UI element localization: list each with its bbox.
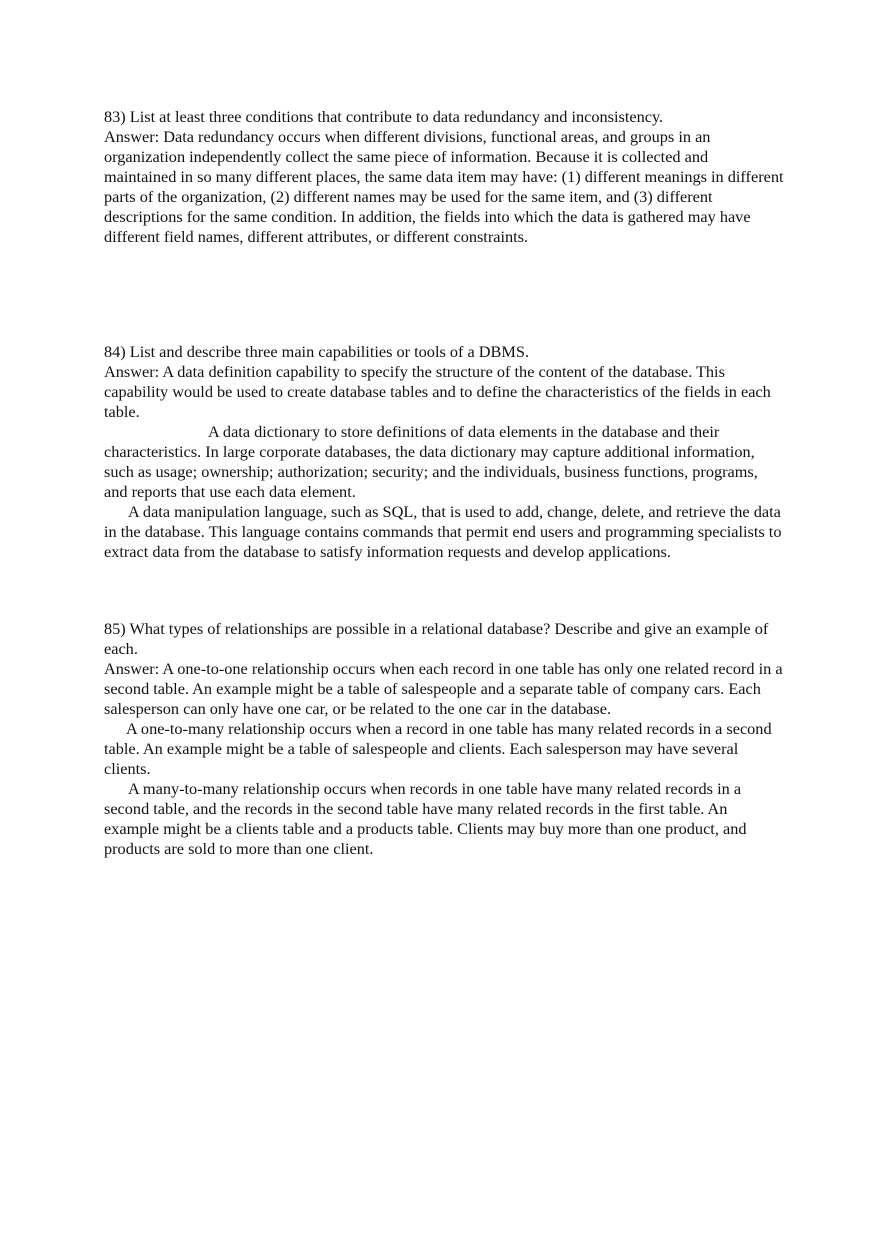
question-84-text: 84) List and describe three main capabilities or tools of a DBMS.: [104, 342, 530, 361]
question-85-answer-paragraph-2: A one-to-many relationship occurs when a record in one table has many related records in a second table. An example might be a table of salespeople and clients. Each salesperson may have several clients.: [104, 719, 772, 778]
question-85-answer-paragraph-3: A many-to-many relationship occurs when records in one table have many related records in a second table, and the records in the second table have many related records in the first table. An example might be a clients table and a products table. Clients may buy more than one product, and products are sold to more than one client.: [104, 779, 747, 858]
question-84-answer: Answer: A data definition capability to specify the structure of the content of the database. This capability would be used to create database tables and to define the characteristics of the fields in each table.: [104, 362, 771, 421]
question-84-answer-paragraph-3: A data manipulation language, such as SQL, that is used to add, change, delete, and retrieve the data in the database. This language contains commands that permit end users and programming specialists to extract data from the database to satisfy information requests and develop applications.: [104, 502, 782, 561]
question-83-text: 83) List at least three conditions that contribute to data redundancy and inconsistency.: [104, 107, 664, 126]
question-84-answer-paragraph-2: A data dictionary to store definitions of data elements in the database and their characteristics. In large corporate databases, the data dictionary may capture additional information, such as usage; ownership; authorization; security; and the individuals, business functions, programs, and reports that use each data element.: [104, 422, 758, 501]
question-85-text: 85) What types of relationships are possible in a relational database? Describe and give an example of each.: [104, 619, 769, 658]
question-85-answer: Answer: A one-to-one relationship occurs when each record in one table has only one related record in a second table. An example might be a table of salespeople and a separate table of company cars. Each salesperson can only have one car, or be related to the one car in the database.: [104, 659, 783, 718]
question-83-answer: Answer: Data redundancy occurs when different divisions, functional areas, and groups in an organization independently collect the same piece of information. Because it is collected and maintained in so many different places, the same data item may have: (1) different meanings in different parts of the organization, (2) different names may be used for the same item, and (3) different descriptions for the same condition. In addition, the fields into which the data is gathered may have different field names, different attributes, or different constraints.: [104, 127, 784, 246]
question-83-block: [104, 107, 784, 247]
question-84-block: [104, 342, 784, 562]
question-85-block: [104, 619, 784, 859]
